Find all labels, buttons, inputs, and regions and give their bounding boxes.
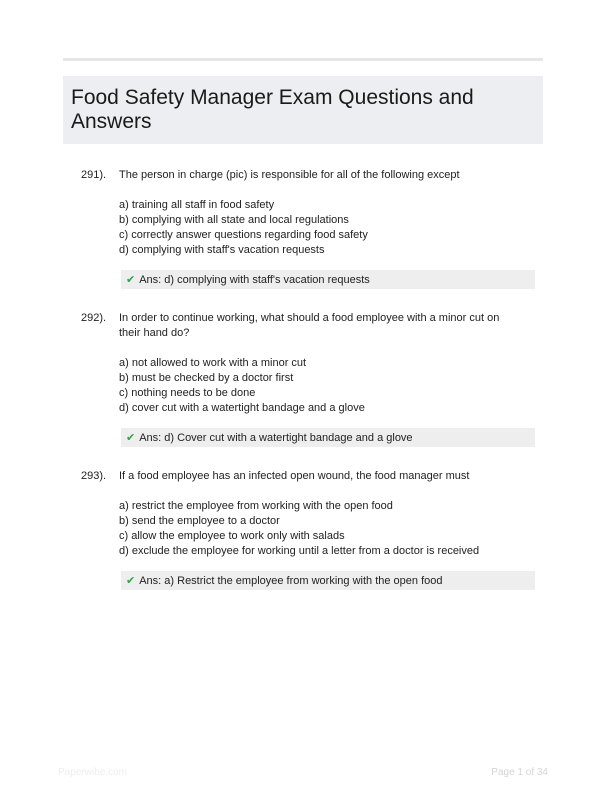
options-list xyxy=(119,356,535,416)
check-icon: ✔ xyxy=(126,575,136,587)
option-b: b) send the employee to a doctor xyxy=(119,515,280,527)
check-icon: ✔ xyxy=(126,432,136,444)
top-divider xyxy=(63,58,543,61)
option-b: b) complying with all state and local regulations xyxy=(119,214,349,226)
check-icon: ✔ xyxy=(126,274,136,286)
option-a: a) restrict the employee from working with the open food xyxy=(119,500,393,512)
option-c: c) allow the employee to work only with salads xyxy=(119,530,345,542)
option-a: a) training all staff in food safety xyxy=(119,199,275,211)
page-number: Page 1 of 34 xyxy=(491,767,548,778)
option-d: d) exclude the employee for working until a letter from a doctor is received xyxy=(119,545,480,557)
question-291 xyxy=(81,168,535,289)
option-a: a) not allowed to work with a minor cut xyxy=(119,357,307,369)
question-292 xyxy=(81,311,535,447)
question-number: 291). xyxy=(81,169,107,181)
option-c: c) nothing needs to be done xyxy=(119,387,256,399)
page-title: Food Safety Manager Exam Questions and Answers xyxy=(71,86,474,133)
answer-box xyxy=(121,428,535,447)
answer-text: Ans: d) Cover cut with a watertight bandage and a glove xyxy=(139,431,413,444)
option-b: b) must be checked by a doctor first xyxy=(119,372,294,384)
question-text: The person in charge (pic) is responsible for all of the following except xyxy=(119,169,460,181)
option-d: d) complying with staff's vacation requests xyxy=(119,244,325,256)
question-number: 293). xyxy=(81,470,107,482)
question-293 xyxy=(81,469,535,590)
option-c: c) correctly answer questions regarding food safety xyxy=(119,229,368,241)
option-d: d) cover cut with a watertight bandage and a glove xyxy=(119,402,365,414)
footer-site: Paperwibe.com xyxy=(58,767,127,778)
answer-box xyxy=(121,270,535,289)
title-banner xyxy=(63,76,543,144)
answer-box xyxy=(121,571,535,590)
question-text: In order to continue working, what should a food employee with a minor cut on their hand do? xyxy=(119,312,500,339)
options-list xyxy=(119,198,535,258)
options-list xyxy=(119,499,535,559)
answer-text: Ans: a) Restrict the employee from working with the open food xyxy=(139,574,443,587)
question-text: If a food employee has an infected open wound, the food manager must xyxy=(119,470,470,482)
answer-text: Ans: d) complying with staff's vacation requests xyxy=(139,273,370,286)
question-number: 292). xyxy=(81,312,107,324)
